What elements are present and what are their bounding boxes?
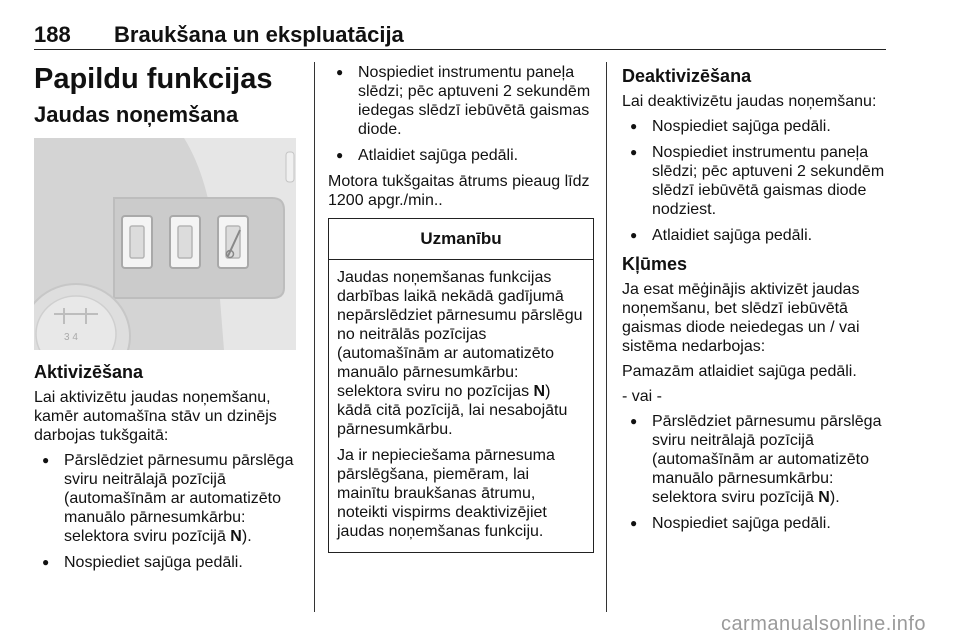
warning-title: Uzmanību <box>329 219 593 260</box>
gear-pattern-label: 3 4 <box>64 332 78 343</box>
subsection-title: Jaudas noņemšana <box>34 102 239 127</box>
faults-steps <box>622 412 888 533</box>
page-number: 188 <box>34 22 71 47</box>
chapter-title: Braukšana un ekspluatācija <box>114 22 404 47</box>
list-item: ● Nospiediet sajūga pedāli. <box>622 514 888 533</box>
faults-heading: Kļūmes <box>622 254 688 274</box>
deactivation-steps <box>622 117 888 245</box>
activation-steps-continued <box>328 63 594 165</box>
section-title: Papildu funkcijas <box>34 63 273 95</box>
list-item: ● Nospiediet sajūga pedāli. <box>622 117 888 136</box>
deactivation-intro: Lai deaktivizētu jaudas noņemšanu: <box>622 93 877 110</box>
activation-intro: Lai aktivizētu jaudas noņemšanu, kamēr automašīna stāv un dzinējs darbojas tukšgaitā: <box>34 389 277 444</box>
deactivation-heading: Deaktivizēšana <box>622 66 752 86</box>
list-item: ● Nospiediet sajūga pedāli. <box>34 553 296 572</box>
list-item: ● Nospiediet instrumentu paneļa slēdzi; pēc aptuveni 2 sekundēm iedegas slēdzī iebūvētā gaismas diode. <box>328 63 594 139</box>
list-item: ● Atlaidiet sajūga pedāli. <box>622 226 888 245</box>
column-3 <box>622 62 888 540</box>
warning-box <box>328 218 594 553</box>
watermark: carmanualsonline.info <box>720 613 926 635</box>
list-item: ● Pārslēdziet pārnesumu pārslēga sviru neitrālajā pozīcijā (automašīnām ar automatizēto manuālo pārnesumkārbu: selektora sviru pozīcijā N). <box>622 412 888 507</box>
activation-steps <box>34 451 296 572</box>
faults-paragraph-1: Ja esat mēģinājis aktivizēt jaudas noņemšanu, bet slēdzī iebūvētā gaismas diode neiedegas un / vai sistēma nedarbojas: <box>622 281 860 355</box>
list-item: ● Nospiediet instrumentu paneļa slēdzi; pēc aptuveni 2 sekundēm slēdzī iebūvētā gaismas diode nodziest. <box>622 143 888 219</box>
warning-paragraph-1: Jaudas noņemšanas funkcijas darbības laikā nekādā gadījumā nepārslēdziet pārnesumu pārslēgu no neitrālās pozīcijas (automašīnām ar automatizēto manuālo pārnesumkārbu: selektora sviru no pozīcijas N) kādā citā pozīcijā, lai nesabojātu pārnesumkārbu. <box>337 269 583 438</box>
column-divider-2 <box>606 62 607 612</box>
list-item: ● Pārslēdziet pārnesumu pārslēga sviru neitrālajā pozīcijā (automašīnām ar automatizēto manuālo pārnesumkārbu: selektora sviru pozīcijā N). <box>34 451 296 546</box>
rpm-note: Motora tukšgaitas ātrums pieaug līdz 1200 apgr./min.. <box>328 173 590 209</box>
faults-or: - vai - <box>622 388 662 405</box>
list-item: ● Atlaidiet sajūga pedāli. <box>328 146 594 165</box>
column-2 <box>328 63 594 553</box>
column-divider-1 <box>314 62 315 612</box>
column-1 <box>34 62 296 579</box>
faults-paragraph-2: Pamazām atlaidiet sajūga pedāli. <box>622 363 857 380</box>
warning-paragraph-2: Ja ir nepieciešama pārnesuma pārslēgšana, piemēram, lai mainītu braukšanas ātrumu, noteikti vispirms deaktivizējiet jaudas noņemšanas funkciju. <box>337 447 555 540</box>
page-header <box>34 22 886 50</box>
activation-heading: Aktivizēšana <box>34 362 144 382</box>
pto-switch-illustration <box>34 138 296 350</box>
